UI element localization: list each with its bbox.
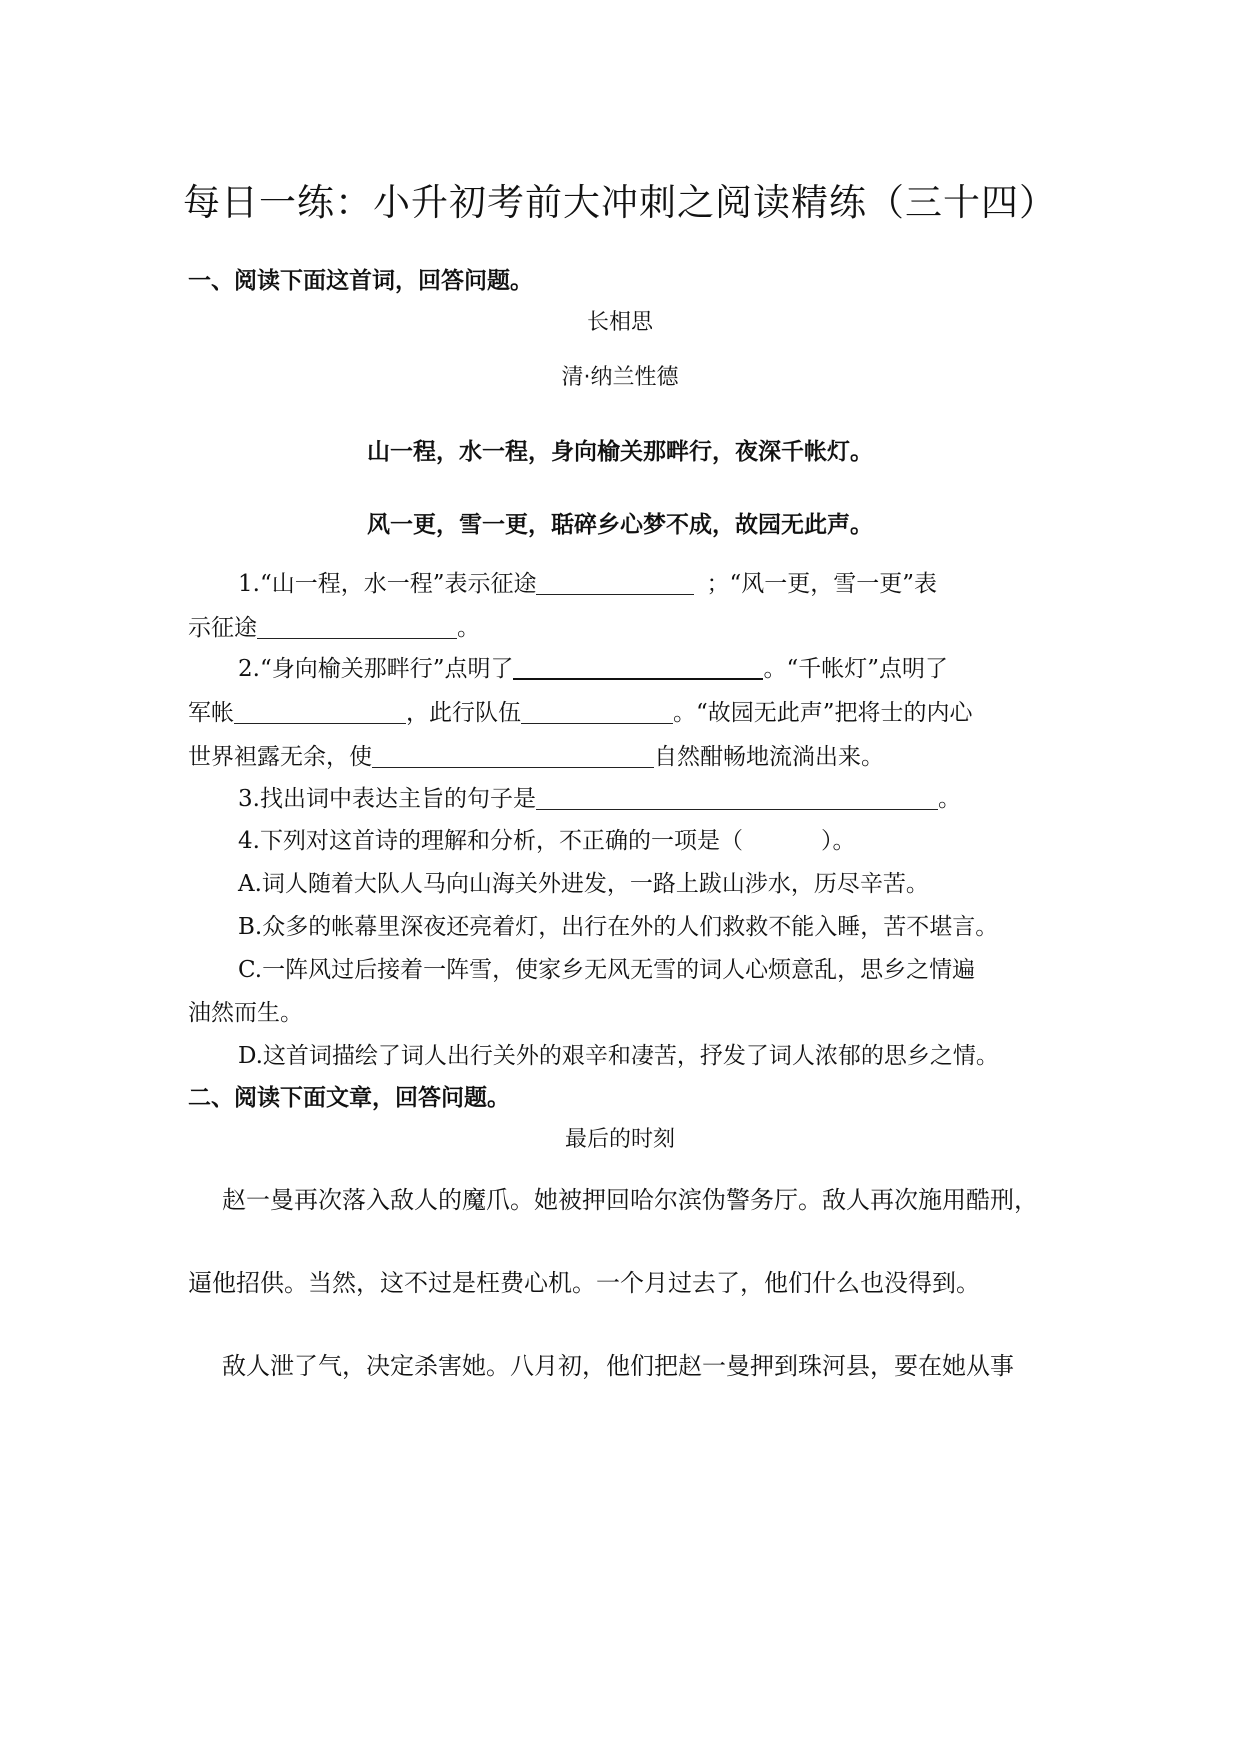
question-2-line-3: 世界袒露无余，使 自然酣畅地流淌出来。: [188, 744, 884, 770]
poem-line-2: 风一更，雪一更，聒碎乡心梦不成，故园无此声。: [367, 512, 873, 538]
option-d: D.这首词描绘了词人出行关外的艰辛和凄苦，抒发了词人浓郁的思乡之情。: [238, 1043, 999, 1069]
poem-title: 长相思: [586, 310, 653, 335]
option-c-line-2: 油然而生。: [188, 1000, 303, 1026]
answer-blank[interactable]: [513, 654, 763, 680]
option-a: A.词人随着大队人马向山海关外进发，一路上跋山涉水，历尽辛苦。: [238, 871, 929, 897]
answer-blank[interactable]: [536, 785, 938, 810]
answer-blank[interactable]: [234, 699, 406, 724]
answer-blank[interactable]: [372, 743, 654, 768]
option-b: B.众多的帐幕里深夜还亮着灯，出行在外的人们救救不能入睡，苦不堪言。: [238, 914, 999, 940]
poem-author: 清·纳兰性德: [561, 365, 679, 390]
question-3: 3.找出词中表达主旨的句子是 。: [238, 786, 961, 812]
question-1-line-1: 1.“山一程，水一程”表示征途 ；“风一更，雪一更”表: [238, 571, 937, 597]
section-1-heading: 一、阅读下面这首词，回答问题。: [188, 268, 533, 294]
poem-line-1: 山一程，水一程，身向榆关那畔行，夜深千帐灯。: [367, 439, 873, 465]
option-c-line-1: C.一阵风过后接着一阵雪，使家乡无风无雪的词人心烦意乱，思乡之情遍: [238, 957, 976, 983]
answer-blank[interactable]: [257, 614, 457, 639]
article-paragraph-1-line-1: 赵一曼再次落入敌人的魔爪。她被押回哈尔滨伪警务厅。敌人再次施用酷刑，: [222, 1186, 1038, 1214]
question-2-line-2: 军帐 ，此行队伍 。“故园无此声”把将士的内心: [188, 700, 973, 726]
page-title: 每日一练：小升初考前大冲刺之阅读精练（三十四）: [183, 181, 1057, 224]
question-4: 4.下列对这首诗的理解和分析，不正确的一项是（ ）。: [238, 828, 856, 854]
question-1-line-2: 示征途 。: [188, 615, 480, 641]
question-2-line-1: 2.“身向榆关那畔行”点明了 。“千帐灯”点明了: [238, 656, 948, 682]
answer-blank[interactable]: [521, 699, 673, 724]
article-title: 最后的时刻: [564, 1127, 675, 1152]
article-paragraph-1-line-2: 逼他招供。当然，这不过是枉费心机。一个月过去了，他们什么也没得到。: [188, 1269, 980, 1297]
answer-blank[interactable]: [536, 570, 694, 595]
section-2-heading: 二、阅读下面文章，回答问题。: [188, 1085, 510, 1111]
article-paragraph-2-line-1: 敌人泄了气，决定杀害她。八月初，他们把赵一曼押到珠河县，要在她从事: [222, 1352, 1014, 1380]
